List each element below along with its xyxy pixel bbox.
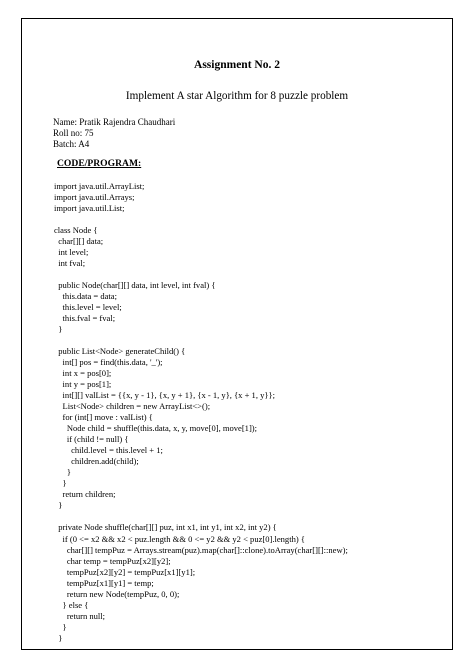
code-line: char[][] data;	[54, 236, 104, 247]
code-line: children.add(child);	[54, 456, 139, 467]
code-line	[54, 335, 348, 346]
code-line: int[][] valList = {{x, y - 1}, {x, y + 1}, {x - 1, y}, {x + 1, y}};	[54, 390, 275, 401]
code-line: int fval;	[54, 258, 86, 269]
code-line: public Node(char[][] data, int level, int fval) {	[54, 280, 216, 291]
code-line: this.level = level;	[54, 302, 122, 313]
code-line: this.fval = fval;	[54, 313, 116, 324]
code-line: return new Node(tempPuz, 0, 0);	[54, 588, 180, 599]
document-subtitle: Implement A star Algorithm for 8 puzzle problem	[125, 90, 349, 102]
code-line	[54, 511, 348, 522]
document-page	[21, 18, 453, 650]
code-line: import java.util.Arrays;	[54, 192, 135, 203]
code-line: char[][] tempPuz = Arrays.stream(puz).map(char[]::clone).toArray(char[][]::new);	[54, 544, 348, 555]
code-line	[54, 214, 348, 225]
code-line: import java.util.List;	[54, 203, 125, 214]
code-line: for (int[] move : valList) {	[54, 412, 153, 423]
code-line: import java.util.ArrayList;	[54, 181, 145, 191]
code-line	[54, 269, 348, 280]
document-title: Assignment No. 2	[194, 59, 280, 71]
code-line: int level;	[54, 247, 89, 258]
code-line: }	[54, 324, 63, 335]
code-line: } else {	[54, 599, 89, 610]
code-line: List<Node> children = new ArrayList<>();	[54, 401, 211, 412]
code-line: if (child != null) {	[54, 434, 129, 445]
code-line: }	[54, 500, 63, 511]
code-line: return null;	[54, 610, 106, 621]
code-line: child.level = this.level + 1;	[54, 445, 163, 456]
code-line: char temp = tempPuz[x2][y2];	[54, 555, 171, 566]
roll-number: Roll no: 75	[53, 128, 94, 138]
code-line: }	[54, 478, 67, 489]
code-line: Node child = shuffle(this.data, x, y, move[0], move[1]);	[54, 423, 258, 434]
code-line: }	[54, 467, 71, 478]
batch: Batch: A4	[53, 139, 90, 149]
code-line: public List<Node> generateChild() {	[54, 346, 186, 357]
code-line: if (0 <= x2 && x2 < puz.length && 0 <= y2 && y2 < puz[0].length) {	[54, 533, 305, 544]
code-block	[54, 181, 348, 644]
code-line: }	[54, 621, 67, 632]
student-name: Name: Pratik Rajendra Chaudhari	[53, 117, 176, 127]
code-line: private Node shuffle(char[][] puz, int x1, int y1, int x2, int y2) {	[54, 522, 277, 533]
code-line: this.data = data;	[54, 291, 117, 302]
code-line: int[] pos = find(this.data, '_');	[54, 357, 163, 368]
code-line: tempPuz[x2][y2] = tempPuz[x1][y1];	[54, 566, 196, 577]
code-line: return children;	[54, 489, 116, 500]
code-line: int y = pos[1];	[54, 379, 112, 390]
code-line: class Node {	[54, 225, 98, 236]
code-heading: CODE/PROGRAM:	[57, 158, 142, 169]
code-line: int x = pos[0];	[54, 368, 112, 379]
code-line: tempPuz[x1][y1] = temp;	[54, 577, 154, 588]
student-info	[53, 117, 175, 150]
code-line: }	[54, 632, 63, 643]
